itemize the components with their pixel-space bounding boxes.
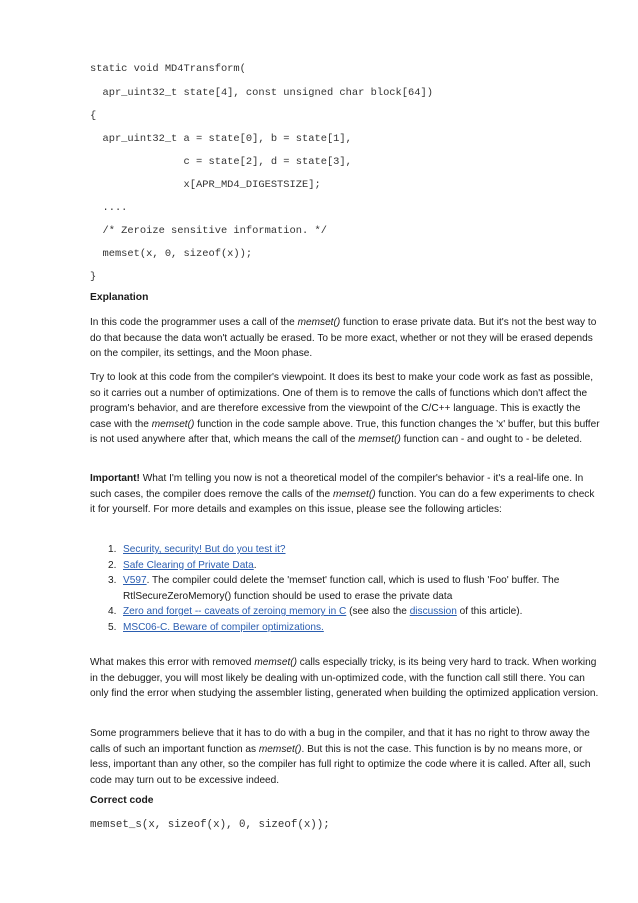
paragraph-1: In this code the programmer uses a call of the memset() function to erase private data. But it's not the best way to do that because the data won't actually be erased. To be more exact, whether or not they will be erased depends on the compiler, its settings, and the Moon phase. <box>90 317 597 359</box>
code-line: c = state[2], d = state[3], <box>90 156 352 168</box>
code-line: { <box>90 110 97 122</box>
list-item: 2. Safe Clearing of Private Data. <box>108 559 257 571</box>
code-line: static void MD4Transform( <box>90 63 246 75</box>
list-item: 1. Security, security! But do you test it? <box>108 544 286 555</box>
article-link[interactable]: MSC06-C. Beware of compiler optimizations. <box>123 621 324 633</box>
paragraph-3: Important! What I'm telling you now is not a theoretical model of the compiler's behavior - it's a real-life one. In such cases, the compiler does remove the calls of the memset() function. You can do a few experiments to check it for yourself. For more details and examples on this issue, please see the following articles: <box>90 473 595 515</box>
correct-code-heading: Correct code <box>90 795 154 806</box>
code-line: memset(x, 0, sizeof(x)); <box>90 248 253 260</box>
code-line: apr_uint32_t state[4], const unsigned char block[64]) <box>90 87 433 99</box>
article-link[interactable]: Security, security! But do you test it? <box>123 544 286 555</box>
reference-list <box>90 542 600 635</box>
list-item: 5. MSC06-C. Beware of compiler optimizations. <box>108 621 324 633</box>
paragraph-5: Some programmers believe that it has to do with a bug in the compiler, and that it has no right to throw away the calls of such an important function as memset(). But this is not the case. This function is by no means more, or less, important than any other, so the compiler has full right to optimize the code where it is called. After all, such code may turn out to be excessive indeed. <box>90 728 591 786</box>
article-link[interactable]: Zero and forget -- caveats of zeroing memory in C <box>123 606 347 617</box>
code-line: } <box>90 271 97 283</box>
code-line: apr_uint32_t a = state[0], b = state[1], <box>90 133 352 145</box>
correct-code-line: memset_s(x, sizeof(x), 0, sizeof(x)); <box>90 819 330 831</box>
code-line: .... <box>90 202 128 214</box>
list-item: 4. Zero and forget -- caveats of zeroing memory in C (see also the discussion of this article). <box>108 606 523 617</box>
list-item: 3. V597. The compiler could delete the 'memset' function call, which is used to flush 'Foo' buffer. The RtlSecureZeroMemory() function should be used to erase the private data <box>108 575 560 602</box>
article-link[interactable]: V597 <box>123 575 147 586</box>
article-link[interactable]: Safe Clearing of Private Data <box>123 559 254 571</box>
discussion-link[interactable]: discussion <box>409 606 457 617</box>
code-line: x[APR_MD4_DIGESTSIZE]; <box>90 179 321 191</box>
code-line: /* Zeroize sensitive information. */ <box>90 225 327 237</box>
paragraph-2: Try to look at this code from the compiler's viewpoint. It does its best to make your code work as fast as possible, so it carries out a number of optimizations. One of them is to remove the calls of functions which don't affect the program's behavior, and are therefore excessive from the viewpoint of the C/C++ language. This is exactly the case with the memset() function in the code sample above. True, this function changes the 'x' buffer, but this buffer is not used anywhere after that, which means the call of the memset() function can - and ought to - be deleted. <box>90 372 600 445</box>
explanation-heading: Explanation <box>90 292 149 303</box>
paragraph-4: What makes this error with removed memset() calls especially tricky, is its being very hard to track. When working in the debugger, you will most likely be dealing with un-optimized code, with the function call still there. You can only find the error when studying the assembler listing, generated when building the optimized application version. <box>90 657 599 699</box>
